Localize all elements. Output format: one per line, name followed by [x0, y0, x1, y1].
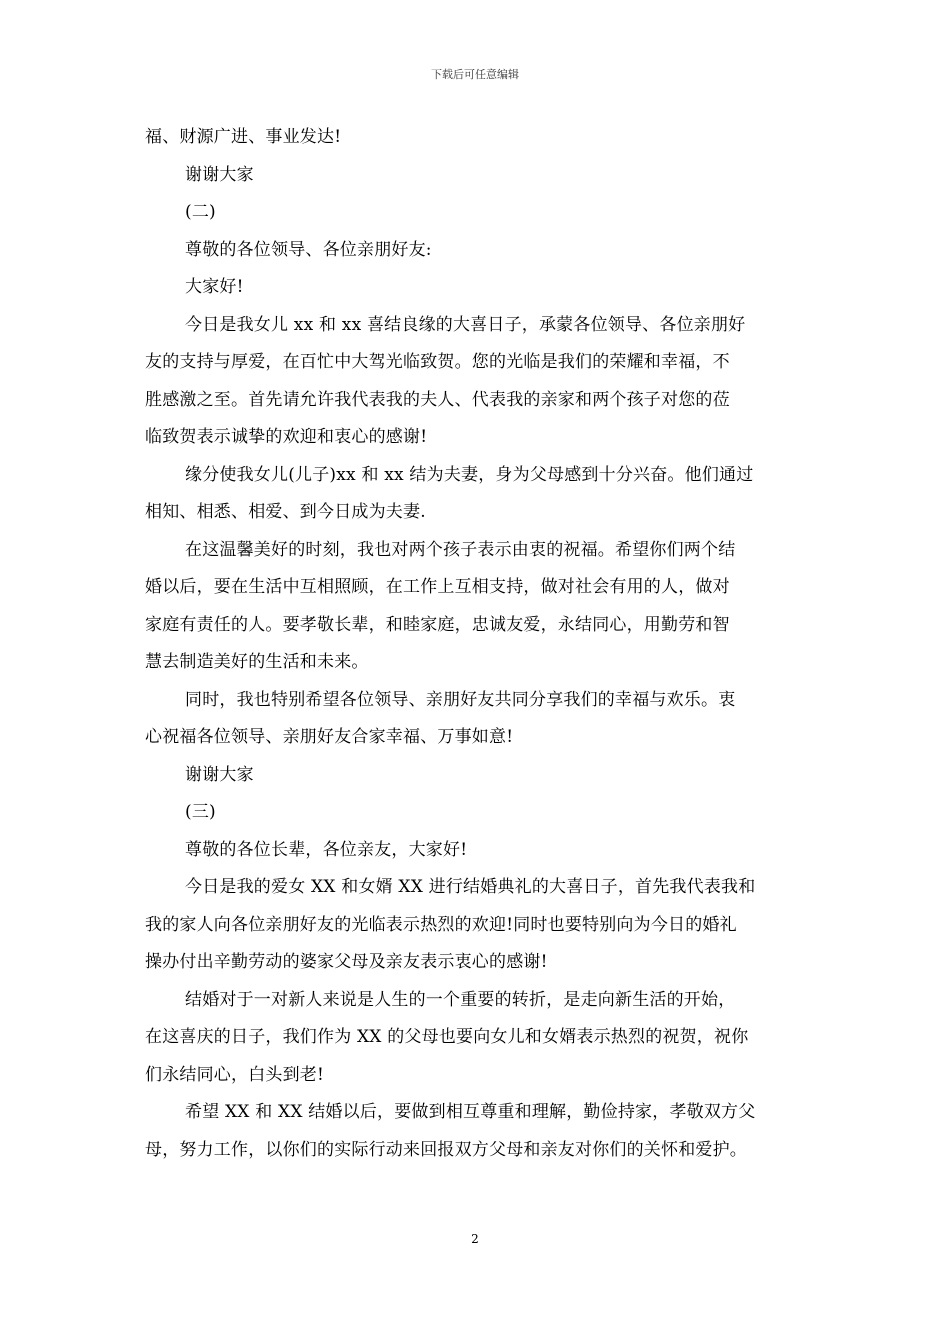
- text-line: 友的支持与厚爱，在百忙中大驾光临致贺。您的光临是我们的荣耀和幸福，不: [145, 352, 730, 372]
- text-line: 结婚对于一对新人来说是人生的一个重要的转折，是走向新生活的开始，: [185, 989, 736, 1010]
- text-line: 慧去制造美好的生活和未来。: [145, 652, 369, 672]
- text-line: 胜感激之至。首先请允许我代表我的夫人、代表我的亲家和两个孩子对您的莅: [145, 389, 730, 410]
- text-line: 缘分使我女儿(儿子)xx 和 xx 结为夫妻，身为父母感到十分兴奋。他们通过: [185, 464, 754, 485]
- text-line: 今日是我女儿 xx 和 xx 喜结良缘的大喜日子，承蒙各位领导、各位亲朋好: [185, 314, 746, 335]
- text-line: 谢谢大家: [185, 164, 254, 185]
- text-line: 家庭有责任的人。要孝敬长辈，和睦家庭，忠诚友爱，永结同心，用勤劳和智: [145, 614, 730, 635]
- document-body: [145, 119, 825, 1169]
- text-line: 临致贺表示诚挚的欢迎和衷心的感谢!: [145, 427, 428, 447]
- text-line: 大家好!: [185, 277, 244, 297]
- text-line: 母，努力工作，以你们的实际行动来回报双方父母和亲友对你们的关怀和爱护。: [145, 1139, 747, 1160]
- page-number: 2: [471, 1232, 479, 1246]
- text-line: 福、财源广进、事业发达!: [145, 127, 342, 147]
- text-line: 我的家人向各位亲朋好友的光临表示热烈的欢迎!同时也要特别向为今日的婚礼: [145, 914, 737, 935]
- text-line: 们永结同心，白头到老!: [145, 1064, 325, 1085]
- text-line: 在这温馨美好的时刻，我也对两个孩子表示由衷的祝福。希望你们两个结: [185, 539, 736, 560]
- text-line: 今日是我的爱女 XX 和女婿 XX 进行结婚典礼的大喜日子，首先我代表我和: [185, 877, 756, 897]
- text-line: 在这喜庆的日子，我们作为 XX 的父母也要向女儿和女婿表示热烈的祝贺，祝你: [145, 1027, 749, 1047]
- text-line: 谢谢大家: [185, 764, 254, 785]
- text-line: 同时，我也特别希望各位领导、亲朋好友共同分享我们的幸福与欢乐。衷: [185, 689, 736, 710]
- text-line: 操办付出辛勤劳动的婆家父母及亲友表示衷心的感谢!: [145, 952, 548, 972]
- text-line: 尊敬的各位长辈，各位亲友，大家好!: [185, 839, 468, 860]
- text-line: 婚以后，要在生活中互相照顾，在工作上互相支持，做对社会有用的人，做对: [145, 577, 730, 597]
- text-line: (三): [185, 802, 216, 822]
- page-header: 下载后可任意编辑: [431, 68, 519, 81]
- text-line: 相知、相悉、相爱、到今日成为夫妻.: [145, 502, 426, 522]
- text-line: 希望 XX 和 XX 结婚以后，要做到相互尊重和理解，勤俭持家，孝敬双方父: [185, 1102, 756, 1122]
- text-line: 尊敬的各位领导、各位亲朋好友:: [185, 239, 432, 260]
- text-line: 心祝福各位领导、亲朋好友合家幸福、万事如意!: [145, 727, 514, 747]
- text-line: (二): [185, 202, 216, 222]
